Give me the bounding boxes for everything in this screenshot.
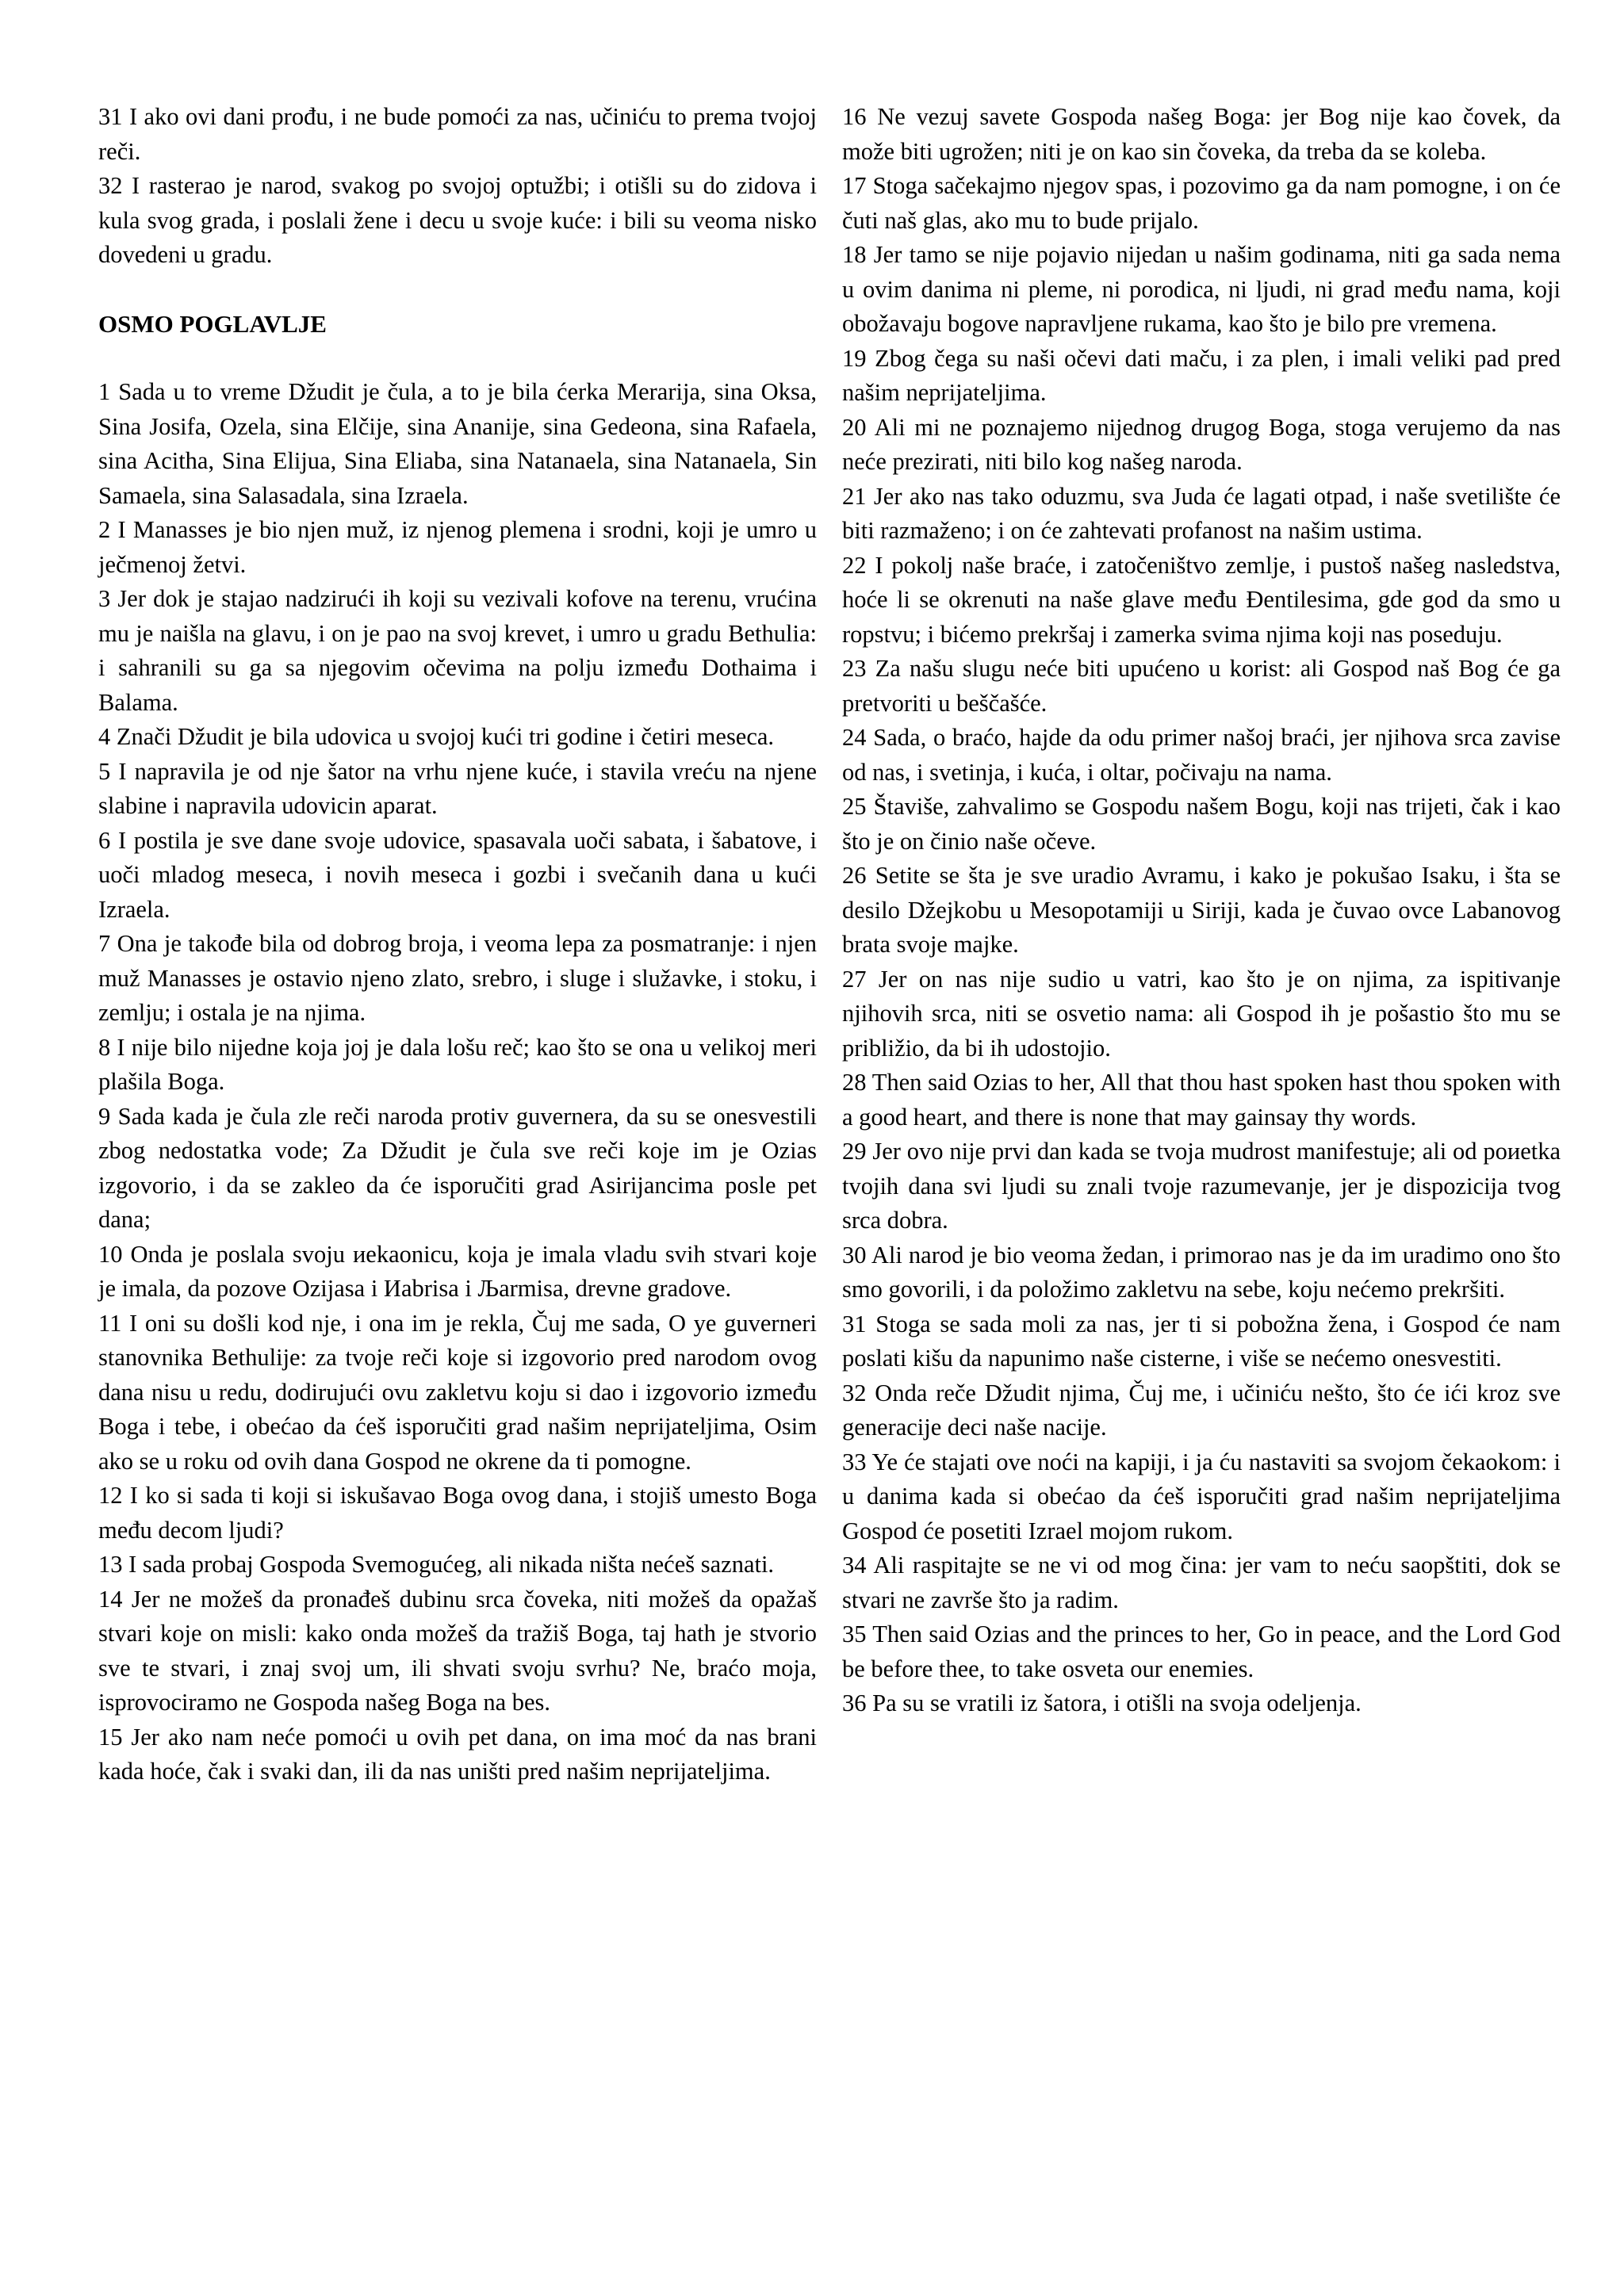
verse: 2 I Manasses je bio njen muž, iz njenog plemena i srodni, koji je umro u ječmenoj žetvi. <box>98 516 817 578</box>
verse: 12 I ko si sada ti koji si iskušavao Boga ovog dana, i stojiš umesto Boga među decom ljudi? <box>98 1482 817 1544</box>
verse: 9 Sada kada je čula zle reči naroda protiv guvernera, da su se onesvestili zbog nedostatka vode; Za Džudit je čula sve reči koje im je Ozias izgovorio, i da se zakleo da će isporučiti grad Asirijancima posle pet dana; <box>98 1102 817 1233</box>
verse: 27 Jer on nas nije sudio u vatri, kao što je on njima, za ispitivanje njihovih srca, niti se osvetio nama: ali Gospod ih je pošastio što mu se približio, da bi ih udostojio. <box>842 965 1561 1062</box>
verse: 8 I nije bilo nijedne koja joj je dala lošu reč; kao što se ona u velikoj meri plašila Boga. <box>98 1033 817 1095</box>
verse: 28 Then said Ozias to her, All that thou hast spoken hast thou spoken with a good heart, and there is none that may gainsay thy words. <box>842 1069 1561 1131</box>
verse: 30 Ali narod je bio veoma žedan, i primorao nas je da im uradimo ono što smo govorili, i da položimo zakletvu na sebe, koju nećemo prekršiti. <box>842 1241 1561 1303</box>
chapter-heading: OSMO POGLAVLJE <box>98 309 327 338</box>
verse: 36 Pa su se vratili iz šatora, i otišli na svoja odeljenja. <box>842 1689 1362 1716</box>
verse: 10 Onda je poslala svoju иekaonicu, koja je imala vladu svih stvari koje je imala, da pozove Ozijasa i Иabrisa i Љarmisa, drevne gradove. <box>98 1240 817 1302</box>
verse: 34 Ali raspitajte se ne vi od mog čina: jer vam to neću saopštiti, dok se stvari ne završe što ja radim. <box>842 1552 1561 1613</box>
verse: 24 Sada, o braćo, hajde da odu primer našoj braći, jer njihova srca zavise od nas, i svetinja, i kuća, i oltar, počivaju na nama. <box>842 724 1561 786</box>
verse: 22 I pokolj naše braće, i zatočeništvo zemlje, i pustoš našeg nasledstva, hoće li se okrenuti na naše glave među Đentilesima, gde god da smo u ropstvu; i bićemo prekršaj i zamerka svima njima koji nas poseduju. <box>842 551 1561 648</box>
verse: 15 Jer ako nam neće pomoći u ovih pet dana, on ima moć da nas brani kada hoće, čak i svaki dan, ili da nas uništi pred našim neprijateljima. <box>98 1723 817 1785</box>
verse: 17 Stoga sačekajmo njegov spas, i pozovimo ga da nam pomogne, i on će čuti naš glas, ako mu to bude prijalo. <box>842 172 1561 234</box>
verse: 31 I ako ovi dani prođu, i ne bude pomoći za nas, učiniću to prema tvojoj reči. <box>98 103 817 165</box>
verse: 6 I postila je sve dane svoje udovice, spasavala uoči sabata, i šabatove, i uoči mladog meseca, i novih meseca i gozbi i svečanih dana u kući Izraela. <box>98 826 817 923</box>
verse: 5 I napravila je od nje šator na vrhu njene kuće, i stavila vreću na njene slabine i napravila udovicin aparat. <box>98 757 817 819</box>
right-column <box>842 100 1561 1721</box>
verse: 25 Štaviše, zahvalimo se Gospodu našem Bogu, koji nas trijeti, čak i kao što je on činio naše očeve. <box>842 793 1561 855</box>
verse: 14 Jer ne možeš da pronađeš dubinu srca čoveka, niti možeš da opažaš stvari koje on misli: kako onda možeš da tražiš Boga, taj hath je stvorio sve te stvari, i znaj svoj um, ili shvati svoju svrhu? Ne, braćo moja, isprovociramo ne Gospoda našeg Boga na bes. <box>98 1585 817 1716</box>
verse: 13 I sada probaj Gospoda Svemogućeg, ali nikada ništa nećeš saznati. <box>98 1551 775 1578</box>
verse: 33 Ye će stajati ove noći na kapiji, i ja ću nastaviti sa svojom čekaokom: i u danima kada si obećao da ćeš isporučiti grad našim neprijateljima Gospod će posetiti Izrael mojom rukom. <box>842 1448 1561 1544</box>
verse: 11 I oni su došli kod nje, i ona im je rekla, Čuj me sada, O ye guverneri stanovnika Bethulije: za tvoje reči koje si izgovorio pred narodom ovog dana nisu u redu, dodirujući ovu zakletvu koju si dao i izgovorio između Boga i tebe, i obećao da ćeš isporučiti grad našim neprijateljima, Osim ako se u roku od ovih dana Gospod ne okrene da ti pomogne. <box>98 1309 817 1475</box>
verse: 35 Then said Ozias and the princes to her, Go in peace, and the Lord God be before thee, to take osveta our enemies. <box>842 1621 1561 1682</box>
left-column <box>98 100 817 1789</box>
verse: 29 Jer ovo nije prvi dan kada se tvoja mudrost manifestuje; ali od poиetka tvojih dana svi ljudi su znali tvoje razumevanje, jer je dispozicija tvog srca dobra. <box>842 1138 1561 1234</box>
verse: 32 I rasterao je narod, svakog po svojoj optužbi; i otišli su do zidova i kula svog grada, i poslali žene i decu u svoje kuće: i bili su veoma nisko dovedeni u gradu. <box>98 172 817 268</box>
verse: 20 Ali mi ne poznajemo nijednog drugog Boga, stoga verujemo da nas neće prezirati, niti bilo kog našeg naroda. <box>842 413 1561 475</box>
verse: 32 Onda reče Džudit njima, Čuj me, i učiniću nešto, što će ići kroz sve generacije deci naše nacije. <box>842 1379 1561 1441</box>
verse: 16 Ne vezuj savete Gospoda našeg Boga: jer Bog nije kao čovek, da može biti ugrožen; niti je on kao sin čoveka, da treba da se koleba. <box>842 103 1561 165</box>
verse: 18 Jer tamo se nije pojavio nijedan u našim godinama, niti ga sada nema u ovim danima ni pleme, ni porodica, ni ljudi, ni grad među nama, koji obožavaju bogove napravljene rukama, kao što je bilo pre vremena. <box>842 241 1561 337</box>
verse: 23 Za našu slugu neće biti upućeno u korist: ali Gospod naš Bog će ga pretvoriti u beščašće. <box>842 655 1561 717</box>
verse: 7 Ona je takođe bila od dobrog broja, i veoma lepa za posmatranje: i njen muž Manasses je ostavio njeno zlato, srebro, i sluge i služavke, i stoku, i zemlju; i ostala je na njima. <box>98 930 817 1026</box>
verse: 3 Jer dok je stajao nadzirući ih koji su vezivali kofove na terenu, vrućina mu je naišla na glavu, i on je pao na svoj krevet, i umro u gradu Bethulia: i sahranili su ga sa njegovim očevima na polju između Dothaima i Balama. <box>98 585 817 716</box>
verse: 31 Stoga se sada moli za nas, jer ti si pobožna žena, i Gospod će nam poslati kišu da napunimo naše cisterne, i više se nećemo onesvestiti. <box>842 1310 1561 1372</box>
verse: 4 Znači Džudit je bila udovica u svojoj kući tri godine i četiri meseca. <box>98 723 775 750</box>
verse: 1 Sada u to vreme Džudit je čula, a to je bila ćerka Merarija, sina Oksa, Sina Josifa, Ozela, sina Elčije, sina Ananije, sina Gedeona, sina Rafaela, sina Acitha, Sina Elijua, Sina Eliaba, sina Natanaela, sina Natanaela, Sin Samaela, sina Salasadala, sina Izraela. <box>98 378 817 509</box>
verse: 21 Jer ako nas tako oduzmu, sva Juda će lagati otpad, i naše svetilište će biti razmaženo; i on će zahtevati profanost na našim ustima. <box>842 482 1561 544</box>
verse: 19 Zbog čega su naši očevi dati maču, i za plen, i imali veliki pad pred našim neprijateljima. <box>842 344 1561 406</box>
verse: 26 Setite se šta je sve uradio Avramu, i kako je pokušao Isaku, i šta se desilo Džejkobu u Mesopotamiji u Siriji, kada je čuvao ovce Labanovog brata svoje majke. <box>842 862 1561 958</box>
